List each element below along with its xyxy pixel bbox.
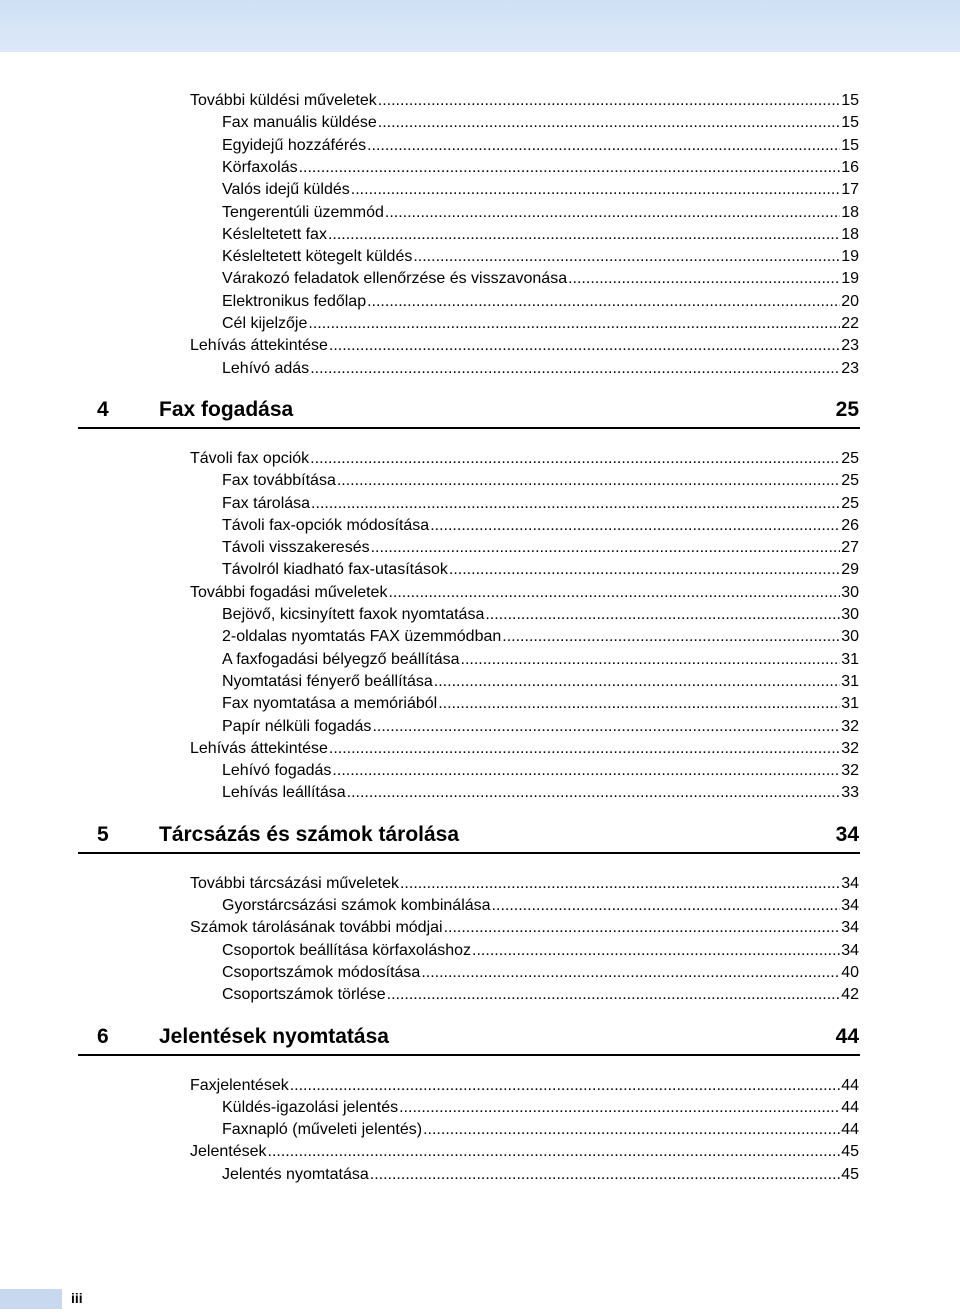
dot-leader <box>423 1120 840 1140</box>
entry-title: Lehívás áttekintése <box>190 337 328 355</box>
entry-page: 34 <box>841 919 859 937</box>
toc-subentry[interactable] <box>222 359 859 379</box>
dot-leader <box>310 449 840 469</box>
dot-leader <box>268 1142 841 1162</box>
entry-page: 17 <box>841 181 859 199</box>
chapter-heading[interactable] <box>97 820 859 850</box>
entry-page: 34 <box>841 941 859 959</box>
entry-page: 16 <box>841 158 859 176</box>
entry-title: Lehívás áttekintése <box>190 739 328 757</box>
entry-title: Csoportszámok törlése <box>222 986 386 1004</box>
entry-page: 44 <box>841 1076 859 1094</box>
entry-title: Várakozó feladatok ellenőrzése és visszavonása <box>222 270 568 288</box>
dot-leader <box>430 516 840 536</box>
toc-entry[interactable] <box>190 739 859 759</box>
entry-title: 2-oldalas nyomtatás FAX üzemmódban <box>222 628 502 646</box>
entry-page: 15 <box>841 92 859 109</box>
dot-leader <box>434 672 840 692</box>
toc-entry[interactable] <box>190 1076 859 1096</box>
toc-subentry[interactable] <box>222 471 859 491</box>
toc-subentry[interactable] <box>222 1098 859 1118</box>
entry-title: Faxnapló (műveleti jelentés) <box>222 1121 423 1139</box>
entry-page: 22 <box>841 315 859 332</box>
entry-page: 34 <box>841 897 859 914</box>
entry-title: Lehívó adás <box>222 359 310 377</box>
entry-page: 25 <box>841 494 859 512</box>
toc-subentry[interactable] <box>222 1120 859 1140</box>
dot-leader <box>337 471 840 491</box>
toc-subentry[interactable] <box>222 538 859 558</box>
dot-leader <box>332 761 840 781</box>
entry-title: Lehívás leállítása <box>222 784 346 802</box>
dot-leader <box>347 783 841 803</box>
entry-title: Késleltetett kötegelt küldés <box>222 248 413 266</box>
dot-leader <box>472 941 840 961</box>
entry-title: Küldés-igazolási jelentés <box>222 1098 399 1116</box>
entry-title: Csoportszámok módosítása <box>222 963 421 981</box>
toc-subentry[interactable] <box>222 516 859 536</box>
dot-leader <box>388 583 840 603</box>
entry-page: 20 <box>841 292 859 310</box>
dot-leader <box>367 136 840 156</box>
dot-leader <box>378 113 840 133</box>
entry-page: 32 <box>841 717 859 735</box>
entry-page: 26 <box>841 516 859 534</box>
dot-leader <box>328 225 840 245</box>
entry-title: Lehívó fogadás <box>222 762 332 780</box>
entry-title: Jelentés nyomtatása <box>222 1165 369 1183</box>
entry-title: Fax tárolása <box>222 494 311 512</box>
toc-subentry[interactable] <box>222 203 859 223</box>
toc-subentry[interactable] <box>222 225 859 245</box>
entry-title: Gyorstárcsázási számok kombinálása <box>222 897 491 914</box>
entry-page: 18 <box>841 203 859 221</box>
entry-title: Nyomtatási fényerő beállítása <box>222 672 433 690</box>
entry-page: 44 <box>841 1121 859 1139</box>
entry-title: Bejövő, kicsinyített faxok nyomtatása <box>222 606 485 623</box>
chapter-divider <box>78 1054 860 1056</box>
entry-page: 34 <box>841 874 859 892</box>
entry-title: Faxjelentések <box>190 1076 289 1094</box>
toc-subentry[interactable] <box>222 560 859 580</box>
dot-leader <box>310 359 840 379</box>
chapter-number: 6 <box>97 1024 109 1048</box>
entry-title: Fax nyomtatása a memóriából <box>222 695 438 713</box>
dot-leader <box>290 1076 840 1096</box>
chapter-page: 44 <box>835 1024 859 1048</box>
entry-title: További tárcsázási műveletek <box>190 874 399 892</box>
entry-title: További küldési műveletek <box>190 92 377 109</box>
toc-subentry[interactable] <box>222 941 859 961</box>
entry-page: 15 <box>841 136 859 154</box>
toc-subentry[interactable] <box>222 494 859 514</box>
toc-subentry[interactable] <box>222 292 859 312</box>
entry-title: További fogadási műveletek <box>190 583 388 601</box>
entry-page: 31 <box>841 650 859 668</box>
toc-subentry[interactable] <box>222 783 859 803</box>
chapter-title: Jelentések nyomtatása <box>159 1024 389 1048</box>
chapter-page: 25 <box>835 397 859 421</box>
chapter-number: 5 <box>97 822 109 846</box>
dot-leader <box>370 1165 840 1185</box>
entry-title: Tengerentúli üzemmód <box>222 203 384 221</box>
toc-subentry[interactable] <box>222 314 859 334</box>
toc-entry[interactable] <box>190 449 859 469</box>
entry-page: 40 <box>841 963 859 981</box>
entry-page: 45 <box>841 1143 859 1161</box>
dot-leader <box>385 203 840 223</box>
entry-page: 45 <box>841 1165 859 1183</box>
toc-entry[interactable] <box>190 874 859 894</box>
toc-subentry[interactable] <box>222 672 859 692</box>
entry-page: 32 <box>841 762 859 780</box>
entry-page: 15 <box>841 114 859 132</box>
dot-leader <box>438 694 840 714</box>
chapter-divider <box>78 427 860 429</box>
chapter-title: Fax fogadása <box>159 397 294 421</box>
dot-leader <box>413 247 840 267</box>
entry-page: 31 <box>841 695 859 713</box>
entry-title: Fax manuális küldése <box>222 114 377 132</box>
entry-title: Fax továbbítása <box>222 472 336 490</box>
entry-page: 29 <box>841 561 859 579</box>
dot-leader <box>399 1098 840 1118</box>
toc-entry[interactable] <box>190 336 859 356</box>
chapter-page: 34 <box>835 822 859 846</box>
toc-subentry[interactable] <box>222 896 859 916</box>
toc-entry[interactable] <box>190 91 859 111</box>
dot-leader <box>502 627 840 647</box>
dot-leader <box>421 963 840 983</box>
chapter-number: 4 <box>97 397 109 421</box>
entry-title: Távoli fax-opciók módosítása <box>222 516 430 534</box>
dot-leader <box>568 269 840 289</box>
entry-page: 30 <box>841 628 859 646</box>
entry-page: 27 <box>841 539 859 557</box>
dot-leader <box>461 650 841 670</box>
entry-page: 30 <box>841 583 859 601</box>
dot-leader <box>492 896 841 916</box>
dot-leader <box>387 985 841 1005</box>
entry-page: 44 <box>841 1098 859 1116</box>
dot-leader <box>485 605 840 625</box>
entry-title: Papír nélküli fogadás <box>222 717 372 735</box>
toc-subentry[interactable] <box>222 136 859 156</box>
entry-title: Jelentések <box>190 1143 267 1161</box>
dot-leader <box>371 538 841 558</box>
page-tab-marker <box>0 1289 62 1309</box>
entry-page: 30 <box>841 606 859 623</box>
dot-leader <box>311 494 840 514</box>
dot-leader <box>299 158 841 178</box>
toc-subentry[interactable] <box>222 650 859 670</box>
dot-leader <box>378 91 840 111</box>
toc-subentry[interactable] <box>222 605 859 625</box>
entry-title: Valós idejű küldés <box>222 181 350 199</box>
toc-subentry[interactable] <box>222 269 859 289</box>
entry-page: 19 <box>841 248 859 266</box>
entry-page: 19 <box>841 270 859 288</box>
entry-title: Elektronikus fedőlap <box>222 292 367 310</box>
toc-entry[interactable] <box>190 1142 859 1162</box>
entry-title: Távoli fax opciók <box>190 449 310 467</box>
page-number: iii <box>71 1290 83 1306</box>
toc-subentry[interactable] <box>222 158 859 178</box>
entry-page: 33 <box>841 784 859 802</box>
entry-title: Távolról kiadható fax-utasítások <box>222 561 448 579</box>
entry-page: 23 <box>841 359 859 377</box>
entry-title: Körfaxolás <box>222 158 298 176</box>
entry-title: Késleltetett fax <box>222 225 327 243</box>
entry-page: 25 <box>841 472 859 490</box>
toc-subentry[interactable] <box>222 717 859 737</box>
dot-leader <box>449 560 840 580</box>
entry-title: Távoli visszakeresés <box>222 539 370 557</box>
dot-leader <box>444 918 841 938</box>
toc-entry[interactable] <box>190 583 859 603</box>
entry-page: 42 <box>841 986 859 1004</box>
toc-subentry[interactable] <box>222 963 859 983</box>
toc-subentry[interactable] <box>222 180 859 200</box>
entry-title: Cél kijelzője <box>222 315 308 332</box>
entry-title: A faxfogadási bélyegző beállítása <box>222 650 460 668</box>
toc-subentry[interactable] <box>222 1165 859 1185</box>
chapter-heading[interactable] <box>97 395 859 425</box>
dot-leader <box>329 336 840 356</box>
dot-leader <box>308 314 840 334</box>
dot-leader <box>372 717 840 737</box>
toc-subentry[interactable] <box>222 761 859 781</box>
toc-subentry[interactable] <box>222 985 859 1005</box>
entry-title: Csoportok beállítása körfaxoláshoz <box>222 941 472 959</box>
chapter-heading[interactable] <box>97 1022 859 1052</box>
dot-leader <box>351 180 840 200</box>
chapter-divider <box>78 852 860 854</box>
dot-leader <box>367 292 840 312</box>
entry-page: 25 <box>841 449 859 467</box>
entry-page: 32 <box>841 739 859 757</box>
entry-page: 23 <box>841 337 859 355</box>
dot-leader <box>400 874 840 894</box>
toc-subentry[interactable] <box>222 627 859 647</box>
toc-entry[interactable] <box>190 918 859 938</box>
chapter-title: Tárcsázás és számok tárolása <box>159 822 460 846</box>
toc-subentry[interactable] <box>222 694 859 714</box>
entry-page: 18 <box>841 225 859 243</box>
toc-subentry[interactable] <box>222 113 859 133</box>
entry-title: Számok tárolásának további módjai <box>190 919 443 937</box>
entry-title: Egyidejű hozzáférés <box>222 136 367 154</box>
dot-leader <box>329 739 840 759</box>
toc-subentry[interactable] <box>222 247 859 267</box>
entry-page: 31 <box>841 672 859 690</box>
